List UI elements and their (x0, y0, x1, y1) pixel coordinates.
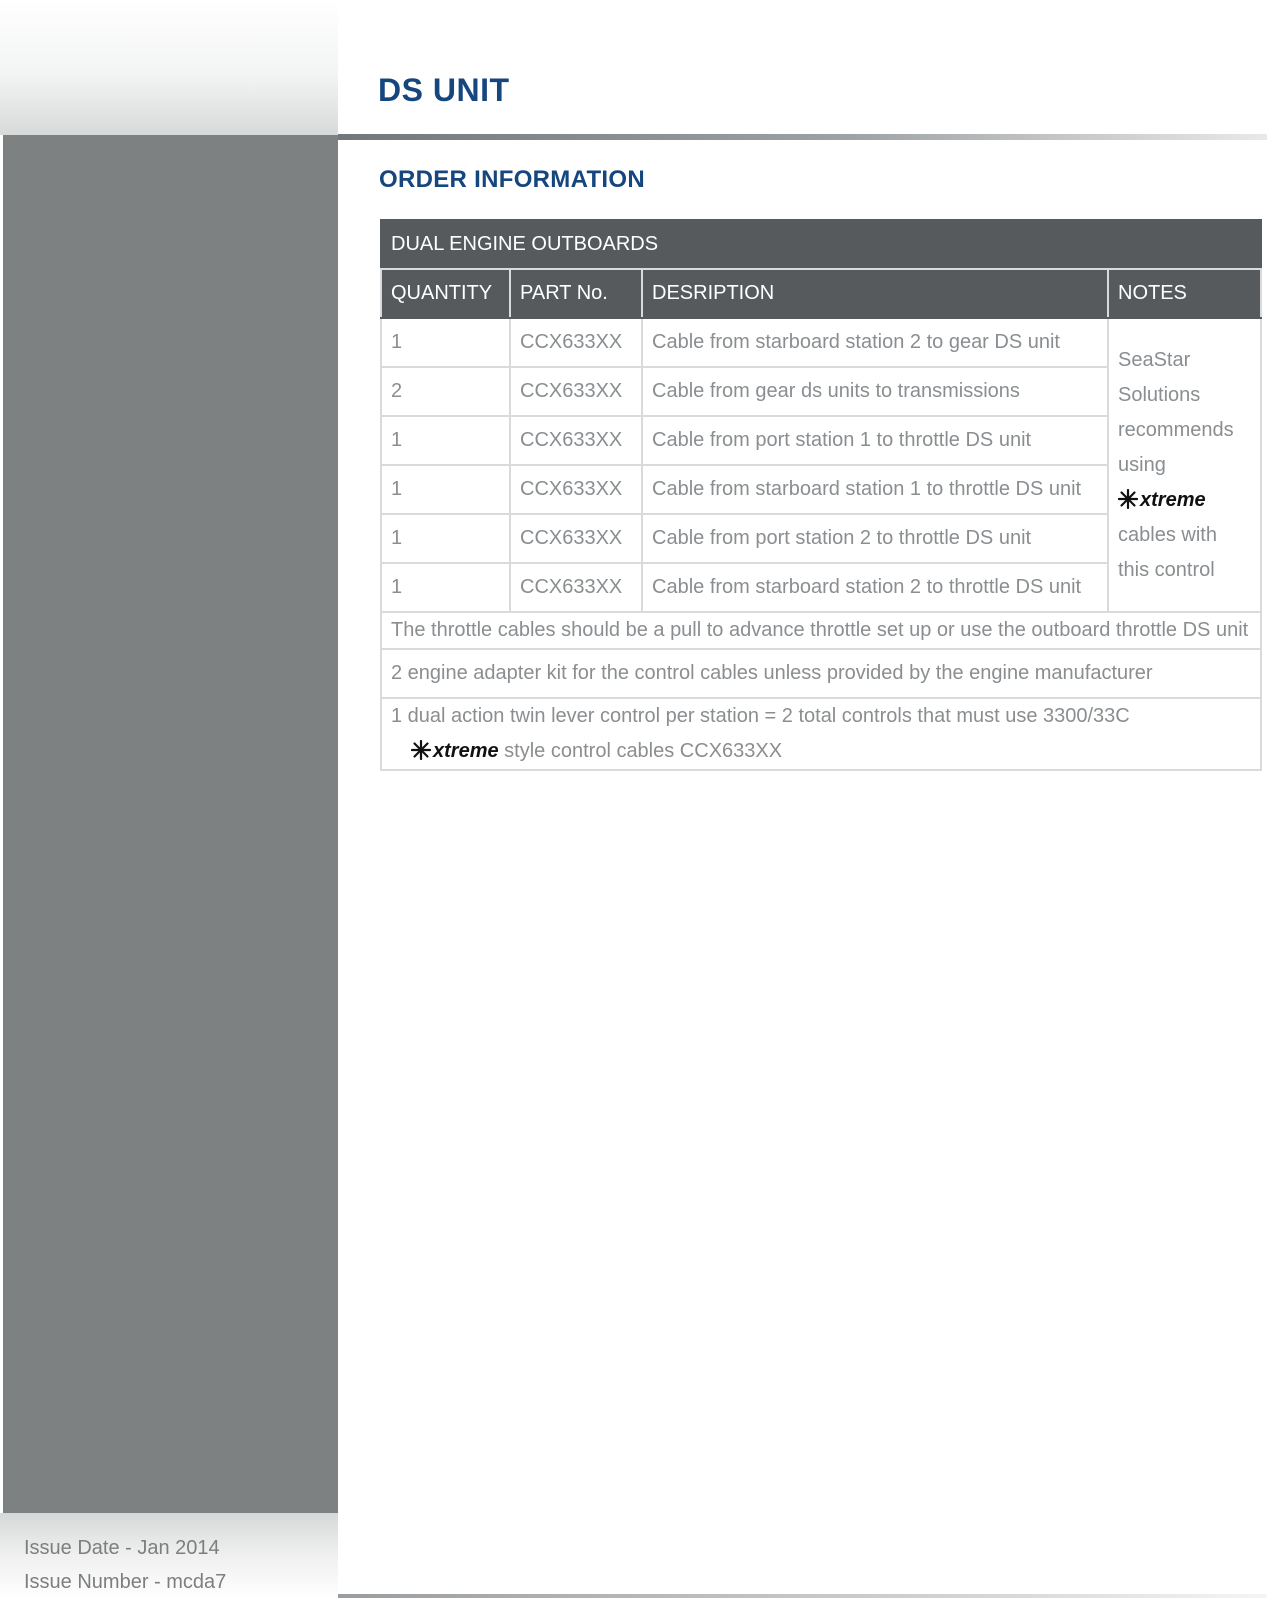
xtreme-star-icon (411, 740, 431, 760)
issue-date: Issue Date - Jan 2014 (24, 1537, 220, 1559)
row-part-no: CCX633XX (510, 465, 642, 514)
row-part-no: CCX633XX (510, 416, 642, 465)
section-title: ORDER INFORMATION (379, 166, 645, 193)
sidebar-footer (0, 1513, 338, 1600)
xtreme-star-icon (1118, 489, 1138, 509)
header-notes: NOTES (1108, 269, 1261, 318)
header-quantity: QUANTITY (381, 269, 510, 318)
row-description: Cable from starboard station 1 to throttle DS unit (642, 465, 1108, 514)
row-quantity: 1 (381, 465, 510, 514)
table-row (381, 318, 1261, 367)
page-title: DS UNIT (378, 72, 510, 108)
notes-text-before: SeaStar Solutions recommends using (1118, 348, 1234, 476)
xtreme-brand-text: xtreme (1140, 488, 1206, 511)
footnote-adapter: 2 engine adapter kit for the control cables unless provided by the engine manufacturer (381, 649, 1261, 698)
notes-cell (1108, 318, 1261, 612)
sidebar-panel (3, 135, 338, 1513)
row-quantity: 1 (381, 416, 510, 465)
sidebar-header-band (0, 0, 338, 135)
header-description: DESRIPTION (642, 269, 1108, 318)
footer-divider (338, 1594, 1267, 1598)
row-description: Cable from starboard station 2 to gear DS unit (642, 318, 1108, 367)
row-description: Cable from gear ds units to transmissions (642, 367, 1108, 416)
row-quantity: 1 (381, 563, 510, 612)
row-part-no: CCX633XX (510, 318, 642, 367)
xtreme-logo (1118, 489, 1206, 511)
header-divider (338, 134, 1267, 140)
footnote-controls-suffix: style control cables CCX633XX (504, 740, 783, 762)
row-quantity: 2 (381, 367, 510, 416)
order-table (380, 219, 1262, 771)
footnote-controls (381, 698, 1261, 770)
row-part-no: CCX633XX (510, 514, 642, 563)
row-quantity: 1 (381, 318, 510, 367)
row-description: Cable from starboard station 2 to throttle DS unit (642, 563, 1108, 612)
issue-number: Issue Number - mcda7 (24, 1571, 227, 1593)
footnote-controls-text: 1 dual action twin lever control per station = 2 total controls that must use 3300/33C (391, 705, 1130, 727)
xtreme-logo (411, 740, 499, 762)
footnote-throttle: The throttle cables should be a pull to advance throttle set up or use the outboard throttle DS unit (381, 612, 1261, 649)
table-title: DUAL ENGINE OUTBOARDS (381, 220, 1261, 269)
table-header-row (381, 269, 1261, 318)
row-quantity: 1 (381, 514, 510, 563)
row-description: Cable from port station 1 to throttle DS unit (642, 416, 1108, 465)
row-part-no: CCX633XX (510, 367, 642, 416)
row-description: Cable from port station 2 to throttle DS unit (642, 514, 1108, 563)
row-part-no: CCX633XX (510, 563, 642, 612)
notes-text-after: cables with this control (1118, 523, 1217, 581)
xtreme-brand-text: xtreme (433, 740, 499, 762)
header-part-no: PART No. (510, 269, 642, 318)
